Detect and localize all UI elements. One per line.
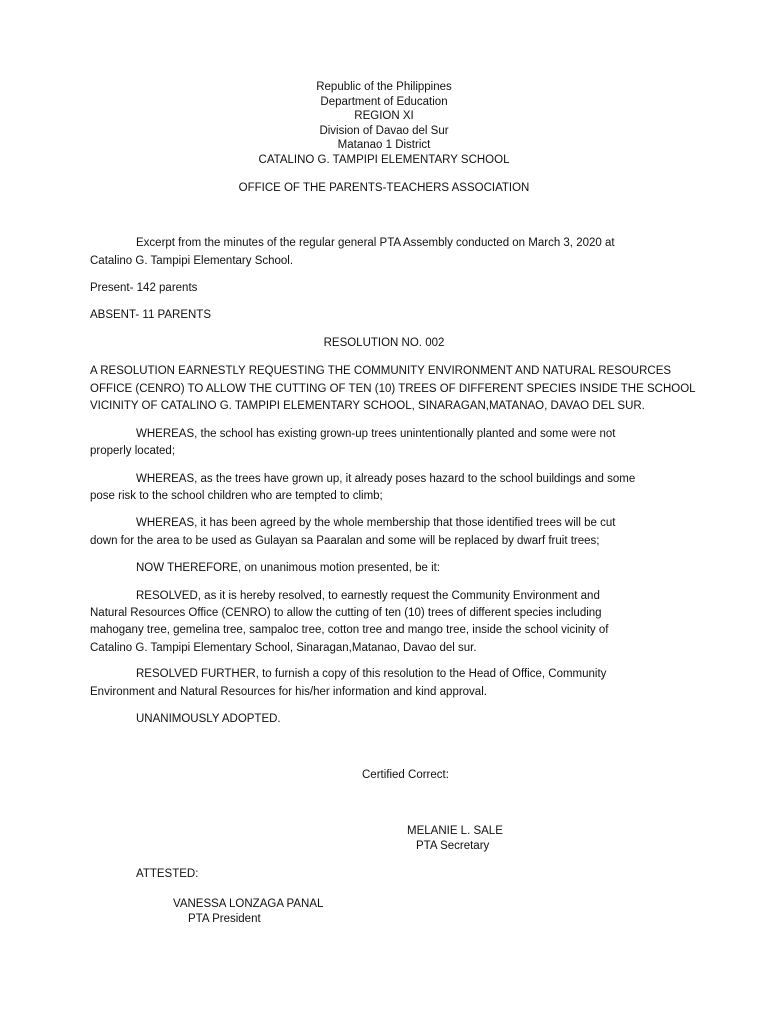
header-republic: Republic of the Philippines <box>316 81 452 93</box>
whereas-3-line-1: WHEREAS, it has been agreed by the whole membership that those identified trees will be cut <box>136 517 616 529</box>
resolved-line-3: mahogany tree, gemelina tree, sampaloc tree, cotton tree and mango tree, inside the school vicinity of <box>90 624 609 636</box>
resolved-further-line-1: RESOLVED FURTHER, to furnish a copy of this resolution to the Head of Office, Community <box>136 668 607 680</box>
header-region: REGION XI <box>354 110 414 122</box>
resolved-line-2: Natural Resources Office (CENRO) to allow the cutting of ten (10) trees of different species including <box>90 607 602 619</box>
absent-count: ABSENT- 11 PARENTS <box>90 309 211 321</box>
resolution-title-line-1: A RESOLUTION EARNESTLY REQUESTING THE COMMUNITY ENVIRONMENT AND NATURAL RESOURCES <box>90 365 672 377</box>
resolution-title-line-3: VICINITY OF CATALINO G. TAMPIPI ELEMENTARY SCHOOL, SINARAGAN,MATANAO, DAVAO DEL SUR. <box>90 400 645 412</box>
resolution-number: RESOLUTION NO. 002 <box>323 337 445 349</box>
certified-correct: Certified Correct: <box>362 769 449 781</box>
present-count: Present- 142 parents <box>90 282 198 294</box>
header-district: Matanao 1 District <box>337 139 431 151</box>
header-department: Department of Education <box>320 96 448 108</box>
secretary-title: PTA Secretary <box>416 840 490 852</box>
now-therefore: NOW THEREFORE, on unanimous motion presented, be it: <box>136 562 441 574</box>
excerpt-line-1: Excerpt from the minutes of the regular general PTA Assembly conducted on March 3, 2020 at <box>136 237 615 249</box>
president-name: VANESSA LONZAGA PANAL <box>173 898 324 910</box>
header-division: Division of Davao del Sur <box>319 125 449 137</box>
secretary-name: MELANIE L. SALE <box>407 825 503 837</box>
attested-label: ATTESTED: <box>136 868 199 880</box>
resolved-line-1: RESOLVED, as it is hereby resolved, to earnestly request the Community Environment and <box>136 590 600 602</box>
whereas-1-line-2: properly located; <box>90 445 176 457</box>
whereas-2-line-2: pose risk to the school children who are tempted to climb; <box>90 490 383 502</box>
resolved-further-line-2: Environment and Natural Resources for his/her information and kind approval. <box>90 686 487 698</box>
unanimously-adopted: UNANIMOUSLY ADOPTED. <box>136 713 281 725</box>
president-title: PTA President <box>188 913 261 925</box>
excerpt-line-2: Catalino G. Tampipi Elementary School. <box>90 255 294 267</box>
whereas-1-line-1: WHEREAS, the school has existing grown-up trees unintentionally planted and some were not <box>136 428 616 440</box>
whereas-3-line-2: down for the area to be used as Gulayan sa Paaralan and some will be replaced by dwarf fruit trees; <box>90 535 600 547</box>
resolution-title-line-2: OFFICE (CENRO) TO ALLOW THE CUTTING OF TEN (10) TREES OF DIFFERENT SPECIES INSIDE THE SCHOOL <box>90 383 696 395</box>
office-title: OFFICE OF THE PARENTS-TEACHERS ASSOCIATION <box>238 182 530 194</box>
whereas-2-line-1: WHEREAS, as the trees have grown up, it already poses hazard to the school buildings and some <box>136 473 636 485</box>
header-school: CATALINO G. TAMPIPI ELEMENTARY SCHOOL <box>258 154 510 166</box>
resolved-line-4: Catalino G. Tampipi Elementary School, Sinaragan,Matanao, Davao del sur. <box>90 642 477 654</box>
